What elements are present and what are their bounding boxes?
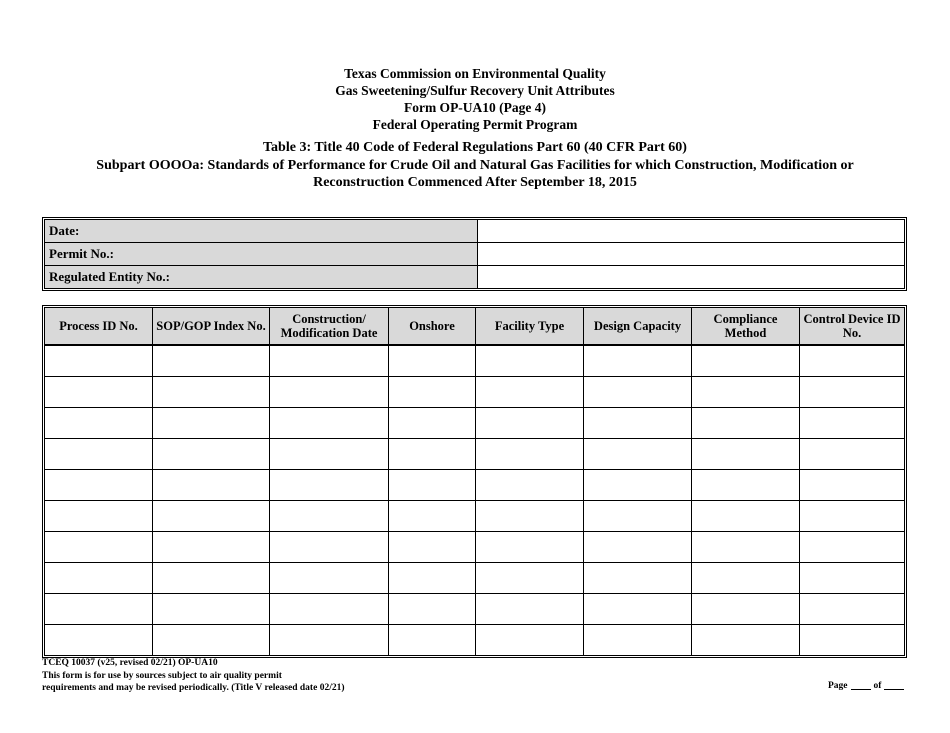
col-onshore: Onshore — [389, 308, 476, 346]
table-cell[interactable] — [270, 346, 389, 377]
subpart-title-line2: Reconstruction Commenced After September 18, 2015 — [313, 175, 637, 190]
table-cell[interactable] — [476, 625, 584, 655]
table-cell[interactable] — [800, 532, 904, 563]
table-row — [45, 408, 904, 439]
entity-info-table — [42, 217, 907, 291]
table-cell[interactable] — [584, 439, 692, 470]
permit-field[interactable] — [478, 243, 904, 266]
table-cell[interactable] — [45, 408, 153, 439]
col-control-device-id: Control Device ID No. — [800, 308, 904, 346]
table-row — [45, 532, 904, 563]
table-cell[interactable] — [476, 501, 584, 532]
table-cell[interactable] — [476, 594, 584, 625]
table-cell[interactable] — [584, 563, 692, 594]
form-footer — [42, 657, 345, 695]
table-cell[interactable] — [45, 501, 153, 532]
table-row — [45, 563, 904, 594]
table-row — [45, 377, 904, 408]
table-cell[interactable] — [584, 501, 692, 532]
table-cell[interactable] — [153, 470, 270, 501]
footer-usage-note: This form is for use by sources subject to air quality permit — [42, 670, 282, 681]
table-cell[interactable] — [800, 377, 904, 408]
table-cell[interactable] — [389, 408, 476, 439]
table-header — [0, 139, 950, 192]
program-name: Federal Operating Permit Program — [372, 117, 578, 132]
table-cell[interactable] — [389, 470, 476, 501]
table-cell[interactable] — [584, 532, 692, 563]
table-cell[interactable] — [692, 625, 800, 655]
table-row — [45, 501, 904, 532]
col-facility-type: Facility Type — [476, 308, 584, 346]
table-cell[interactable] — [389, 377, 476, 408]
table-cell[interactable] — [692, 346, 800, 377]
table-cell[interactable] — [45, 439, 153, 470]
table-cell[interactable] — [153, 625, 270, 655]
table-cell[interactable] — [270, 377, 389, 408]
table-cell[interactable] — [584, 408, 692, 439]
table-cell[interactable] — [692, 532, 800, 563]
table-cell[interactable] — [692, 594, 800, 625]
table-cell[interactable] — [800, 470, 904, 501]
date-field[interactable] — [478, 220, 904, 243]
table-row — [45, 346, 904, 377]
table-cell[interactable] — [153, 594, 270, 625]
regulated-entity-field[interactable] — [478, 266, 904, 288]
table-cell[interactable] — [800, 501, 904, 532]
col-design-capacity: Design Capacity — [584, 308, 692, 346]
table-cell[interactable] — [389, 625, 476, 655]
table-cell[interactable] — [389, 346, 476, 377]
table-cell[interactable] — [800, 408, 904, 439]
table-cell[interactable] — [692, 377, 800, 408]
table-cell[interactable] — [692, 563, 800, 594]
table-cell[interactable] — [153, 408, 270, 439]
table-cell[interactable] — [800, 594, 904, 625]
table-cell[interactable] — [153, 439, 270, 470]
table-cell[interactable] — [389, 532, 476, 563]
agency-name: Texas Commission on Environmental Quality — [344, 66, 606, 81]
form-id: Form OP-UA10 (Page 4) — [403, 100, 547, 115]
table-cell[interactable] — [692, 501, 800, 532]
table-cell[interactable] — [584, 625, 692, 655]
table-cell[interactable] — [45, 470, 153, 501]
table-cell[interactable] — [692, 470, 800, 501]
date-row — [45, 220, 904, 243]
page-label: Page — [828, 681, 848, 691]
table-cell[interactable] — [270, 408, 389, 439]
table-cell[interactable] — [476, 377, 584, 408]
table-cell[interactable] — [389, 563, 476, 594]
column-header-row — [45, 308, 904, 346]
table-row — [45, 470, 904, 501]
table-cell[interactable] — [45, 346, 153, 377]
table-cell[interactable] — [45, 563, 153, 594]
table-cell[interactable] — [153, 346, 270, 377]
page-number — [828, 681, 907, 691]
form-subject: Gas Sweetening/Sulfur Recovery Unit Attributes — [335, 83, 615, 98]
of-label: of — [873, 681, 882, 691]
table-row — [45, 439, 904, 470]
table-cell[interactable] — [692, 439, 800, 470]
table-cell[interactable] — [45, 625, 153, 655]
entity-row — [45, 266, 904, 288]
table-cell[interactable] — [270, 594, 389, 625]
table-cell[interactable] — [476, 563, 584, 594]
table-cell[interactable] — [270, 501, 389, 532]
table-row — [45, 594, 904, 625]
table-cell[interactable] — [476, 439, 584, 470]
table-cell[interactable] — [270, 563, 389, 594]
table-cell[interactable] — [270, 470, 389, 501]
page-number-field[interactable] — [851, 689, 871, 690]
col-process-id: Process ID No. — [45, 308, 153, 346]
attributes-table — [42, 305, 907, 658]
form-header — [0, 65, 950, 133]
table-cell[interactable] — [800, 625, 904, 655]
table-cell[interactable] — [800, 439, 904, 470]
table-cell[interactable] — [153, 377, 270, 408]
table-cell[interactable] — [389, 594, 476, 625]
table-cell[interactable] — [270, 532, 389, 563]
table-cell[interactable] — [45, 532, 153, 563]
date-label: Date: — [45, 220, 478, 243]
table-title: Table 3: Title 40 Code of Federal Regulations Part 60 (40 CFR Part 60) — [263, 140, 687, 155]
table-cell[interactable] — [476, 346, 584, 377]
table-cell[interactable] — [584, 470, 692, 501]
table-cell[interactable] — [389, 501, 476, 532]
table-cell[interactable] — [270, 625, 389, 655]
table-cell[interactable] — [45, 594, 153, 625]
table-cell[interactable] — [476, 470, 584, 501]
table-cell[interactable] — [389, 439, 476, 470]
subpart-title-line1: Subpart OOOOa: Standards of Performance for Crude Oil and Natural Gas Facilities for which Construction, Modification or — [96, 157, 854, 173]
page-total-field[interactable] — [884, 689, 904, 690]
table-cell[interactable] — [153, 501, 270, 532]
table-cell[interactable] — [153, 563, 270, 594]
table-row — [45, 625, 904, 655]
col-sop-gop-index: SOP/GOP Index No. — [153, 308, 270, 346]
table-cell[interactable] — [476, 408, 584, 439]
table-cell[interactable] — [270, 439, 389, 470]
col-compliance-method: Compliance Method — [692, 308, 800, 346]
table-cell[interactable] — [153, 532, 270, 563]
table-cell[interactable] — [476, 532, 584, 563]
footer-form-code: TCEQ 10037 (v25, revised 02/21) OP-UA10 — [42, 658, 218, 668]
table-cell[interactable] — [45, 377, 153, 408]
col-construction-date: Construction/ Modification Date — [270, 308, 389, 346]
table-cell[interactable] — [692, 408, 800, 439]
table-cell[interactable] — [800, 563, 904, 594]
table-cell[interactable] — [584, 377, 692, 408]
table-body — [45, 346, 904, 655]
table-cell[interactable] — [584, 346, 692, 377]
permit-label: Permit No.: — [45, 243, 478, 266]
permit-row — [45, 243, 904, 266]
footer-revision-note: requirements and may be revised periodically. (Title V released date 02/21) — [42, 683, 345, 693]
table-cell[interactable] — [584, 594, 692, 625]
table-cell[interactable] — [800, 346, 904, 377]
regulated-entity-label: Regulated Entity No.: — [45, 266, 478, 288]
